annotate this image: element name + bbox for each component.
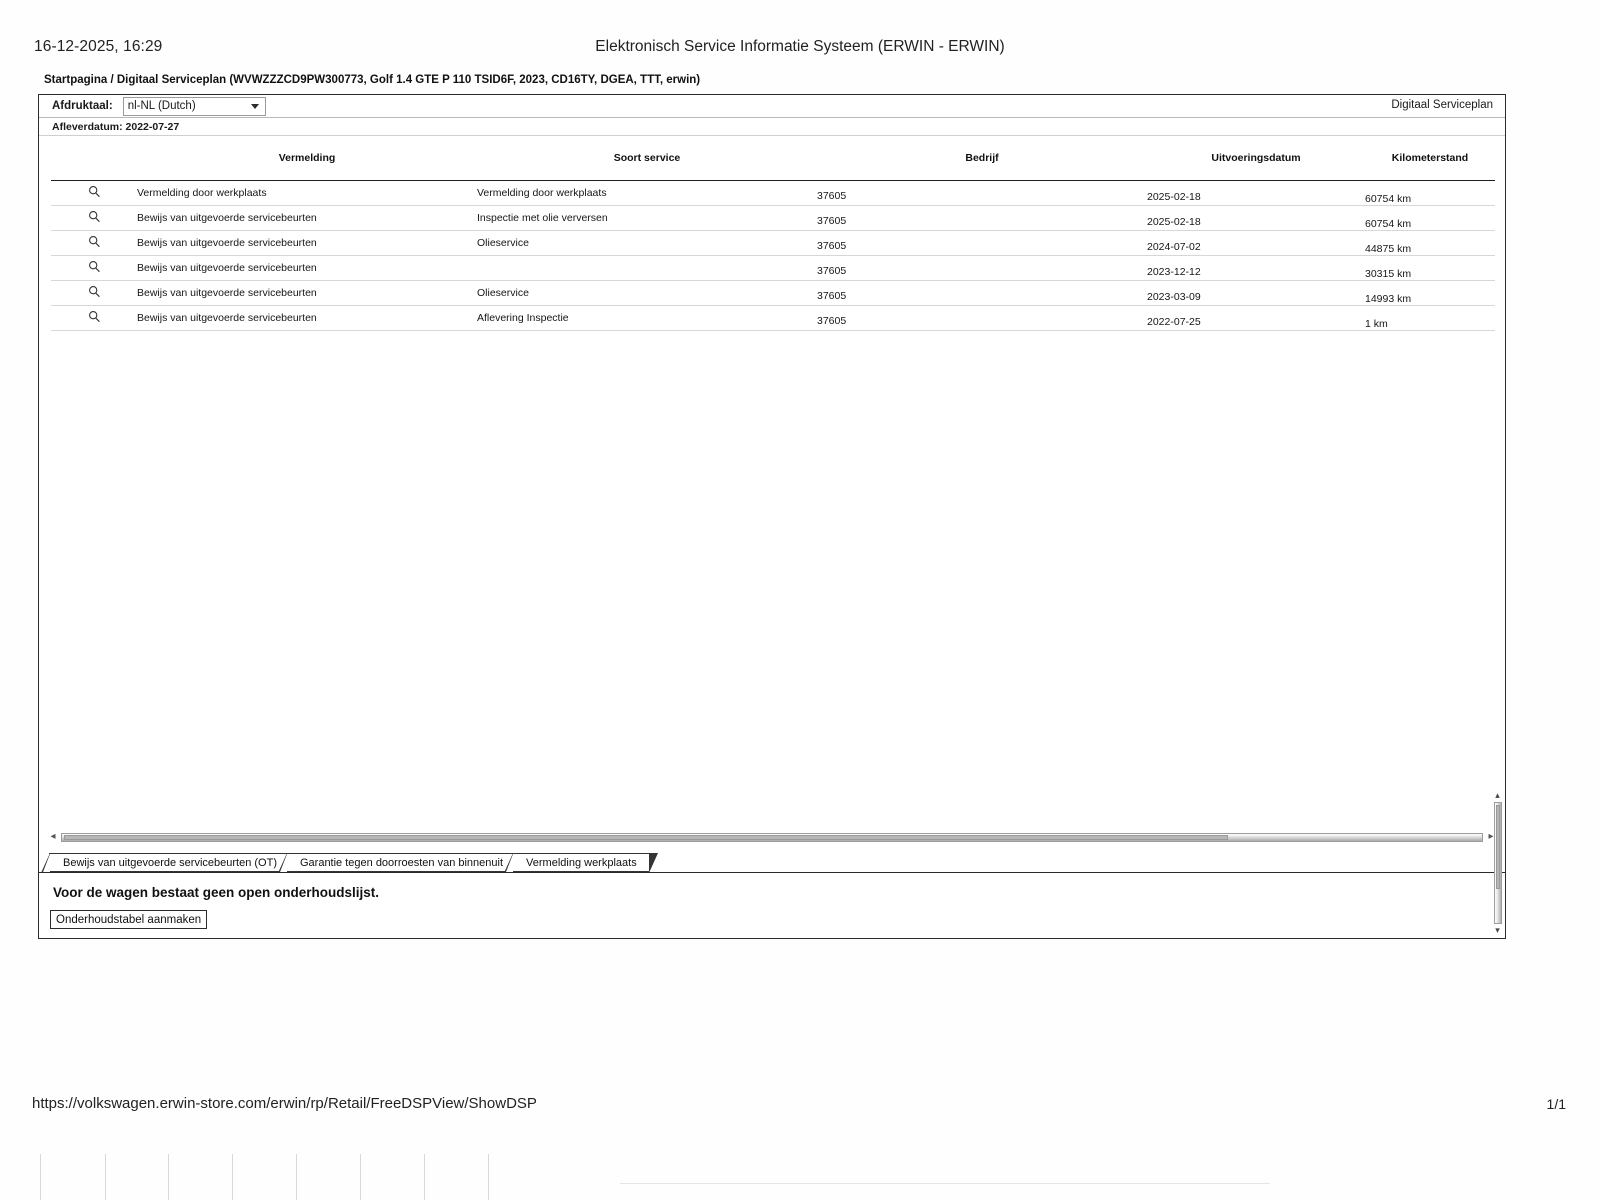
cell-vermelding: Bewijs van uitgevoerde servicebeurten [137, 306, 477, 331]
tab-strip [49, 852, 646, 872]
print-header [34, 38, 1566, 60]
cell-vermelding: Vermelding door werkplaats [137, 181, 477, 206]
cell-soort-service: Olieservice [477, 281, 817, 306]
table-body [51, 181, 1495, 331]
vertical-scroll-track[interactable] [1494, 802, 1502, 924]
column-header-kilometerstand: Kilometerstand [1365, 136, 1495, 181]
cell-kilometerstand: 14993 km [1365, 287, 1495, 312]
cell-vermelding: Bewijs van uitgevoerde servicebeurten [137, 206, 477, 231]
delivery-date: Afleverdatum: 2022-07-27 [39, 118, 1505, 136]
no-open-maintenance-message: Voor de wagen bestaat geen open onderhoudslijst. [53, 885, 380, 900]
search-icon[interactable] [88, 185, 101, 198]
search-icon[interactable] [88, 235, 101, 248]
cell-soort-service [477, 256, 817, 281]
search-icon[interactable] [88, 210, 101, 223]
print-timestamp: 16-12-2025, 16:29 [34, 38, 163, 55]
cell-kilometerstand: 60754 km [1365, 187, 1495, 212]
cell-uitvoeringsdatum: 2023-12-12 [1147, 260, 1365, 285]
print-language-value: nl-NL (Dutch) [127, 100, 196, 112]
cell-bedrijf: 37605 [817, 284, 1147, 309]
tab-bewijs-van-uitgevoerde-servicebeurten[interactable] [49, 853, 289, 872]
search-icon[interactable] [88, 310, 101, 323]
cell-soort-service: Inspectie met olie verversen [477, 206, 817, 231]
cell-kilometerstand: 44875 km [1365, 237, 1495, 262]
cell-kilometerstand: 30315 km [1365, 262, 1495, 287]
language-label: Afdruktaal: [52, 100, 113, 112]
column-header-icon [51, 136, 137, 181]
cell-bedrijf: 37605 [817, 184, 1147, 209]
cell-bedrijf: 37605 [817, 234, 1147, 259]
footer-page-number: 1/1 [1546, 1096, 1566, 1112]
cell-soort-service: Aflevering Inspectie [477, 306, 817, 331]
table-header-row [51, 136, 1495, 181]
search-icon[interactable] [88, 285, 101, 298]
cell-bedrijf: 37605 [817, 309, 1147, 334]
scroll-left-arrow-icon[interactable]: ◂ [50, 831, 56, 842]
language-toolbar [39, 95, 1505, 118]
maintenance-panel [39, 872, 1505, 938]
tab-label: Garantie tegen doorroesten van binnenuit [299, 856, 504, 869]
cell-bedrijf: 37605 [817, 209, 1147, 234]
cell-uitvoeringsdatum: 2025-02-18 [1147, 185, 1365, 210]
create-maintenance-table-button[interactable]: Onderhoudstabel aanmaken [50, 910, 207, 929]
column-header-vermelding: Vermelding [137, 136, 477, 181]
table-row[interactable] [51, 281, 1495, 306]
cell-uitvoeringsdatum: 2024-07-02 [1147, 235, 1365, 260]
tab-garantie-tegen-doorroesten[interactable] [286, 853, 515, 872]
footer-url: https://volkswagen.erwin-store.com/erwin/rp/Retail/FreeDSPView/ShowDSP [32, 1095, 537, 1112]
cell-kilometerstand: 60754 km [1365, 212, 1495, 237]
panel-title: Digitaal Serviceplan [1391, 99, 1493, 111]
horizontal-scroll-track[interactable] [61, 833, 1483, 842]
column-header-bedrijf: Bedrijf [817, 136, 1147, 181]
scroll-down-arrow-icon[interactable]: ▾ [1495, 925, 1500, 935]
cell-uitvoeringsdatum: 2022-07-25 [1147, 310, 1365, 335]
cell-bedrijf: 37605 [817, 259, 1147, 284]
service-table-region [39, 136, 1505, 748]
horizontal-scroll-thumb[interactable] [64, 835, 1228, 840]
table-row[interactable] [51, 306, 1495, 331]
vertical-scrollbar[interactable] [1492, 790, 1503, 936]
scroll-right-arrow-icon[interactable]: ▸ [1488, 831, 1494, 842]
cell-uitvoeringsdatum: 2023-03-09 [1147, 285, 1365, 310]
cell-vermelding: Bewijs van uitgevoerde servicebeurten [137, 281, 477, 306]
vertical-scroll-thumb[interactable] [1496, 805, 1500, 889]
system-title: Elektronisch Service Informatie Systeem (ERWIN - ERWIN) [595, 38, 1005, 55]
breadcrumb: Startpagina / Digitaal Serviceplan (WVWZZZCD9PW300773, Golf 1.4 GTE P 110 TSID6F, 2023, CD16TY, DGEA, TTT, erwin) [44, 74, 701, 86]
table-row[interactable] [51, 206, 1495, 231]
scan-line [620, 1183, 1270, 1184]
chevron-down-icon [251, 104, 259, 109]
column-header-uitvoeringsdatum: Uitvoeringsdatum [1147, 136, 1365, 181]
cell-uitvoeringsdatum: 2025-02-18 [1147, 210, 1365, 235]
service-history-table [51, 136, 1495, 331]
cell-soort-service: Vermelding door werkplaats [477, 181, 817, 206]
column-header-soort-service: Soort service [477, 136, 817, 181]
table-row[interactable] [51, 181, 1495, 206]
search-icon[interactable] [88, 260, 101, 273]
cell-kilometerstand: 1 km [1365, 312, 1495, 337]
horizontal-scrollbar[interactable] [47, 830, 1497, 844]
scan-artifacts [0, 1150, 1600, 1200]
tab-vermelding-werkplaats[interactable] [512, 853, 649, 872]
table-row[interactable] [51, 256, 1495, 281]
tab-label: Vermelding werkplaats [526, 856, 637, 869]
table-row[interactable] [51, 231, 1495, 256]
cell-vermelding: Bewijs van uitgevoerde servicebeurten [137, 231, 477, 256]
print-language-select[interactable] [123, 97, 266, 116]
tab-label: Bewijs van uitgevoerde servicebeurten (OT) [63, 856, 277, 869]
cell-soort-service: Olieservice [477, 231, 817, 256]
cell-vermelding: Bewijs van uitgevoerde servicebeurten [137, 256, 477, 281]
scroll-up-arrow-icon[interactable]: ▴ [1495, 790, 1500, 800]
application-panel [38, 94, 1506, 939]
